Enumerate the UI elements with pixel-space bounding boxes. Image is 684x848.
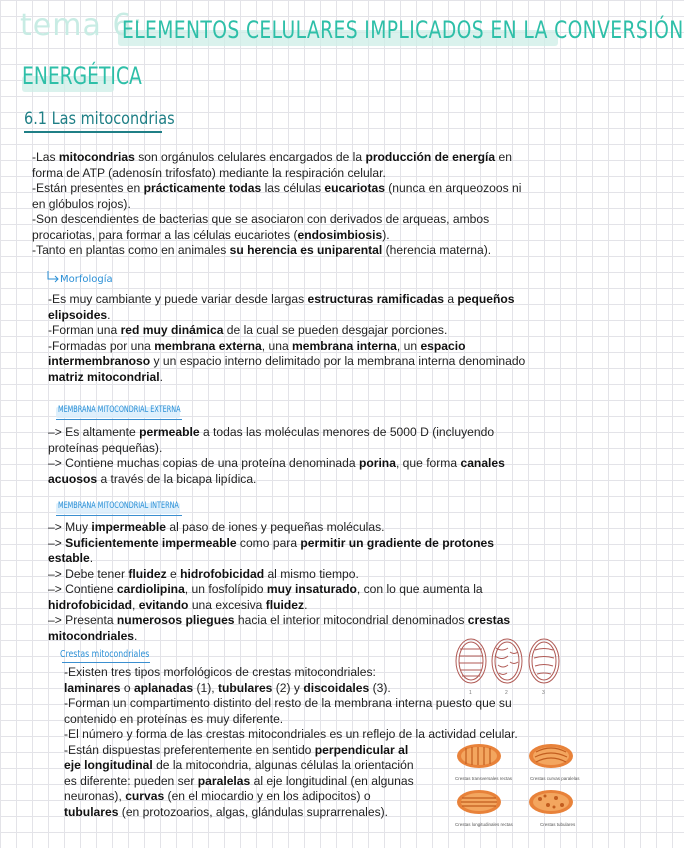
mito-image-curvas	[526, 740, 576, 774]
crestas-underline	[62, 662, 150, 663]
externa-line: acuosos a través de la bicapa lipídica.	[48, 471, 257, 486]
interna-paragraph	[48, 520, 510, 644]
externa-underline	[56, 419, 182, 420]
morfologia-heading: Morfología	[60, 274, 113, 285]
interna-line: hidrofobicidad, evitando una excesiva fluidez.	[48, 597, 308, 612]
crestas-line: -El número y forma de las crestas mitocondriales es un reflejo de la actividad celular.	[64, 727, 518, 741]
crest-types-figure	[452, 636, 564, 698]
crestas-line: neuronas), curvas (en el miocardio y en los adipocitos) o	[64, 789, 371, 803]
page-title-continuation: ENERGÉTICA	[22, 62, 142, 90]
membrana-externa-heading: MEMBRANA MITOCONDRIAL EXTERNA	[58, 405, 181, 415]
morfologia-line: -Formadas por una membrana externa, una membrana interna, un espacio	[48, 338, 466, 353]
interna-line: –> Debe tener fluidez e hidrofobicidad al mismo tiempo.	[48, 566, 359, 581]
crestas-line: -Existen tres tipos morfológicos de crestas mitocondriales:	[64, 665, 376, 679]
interna-line: –> Presenta numerosos pliegues hacia el interior mitocondrial denominados crestas	[48, 613, 511, 627]
crestas-line: tubulares (en protozoarios, algas, glándulas suprarrenales).	[64, 804, 389, 819]
crestas-heading: Crestas mitocondriales	[60, 649, 150, 660]
mito-image-tubular	[526, 786, 576, 820]
crestas-line: -Forman un compartimento distinto del resto de la membrana interna puesto que su	[64, 696, 512, 710]
intro-line: en glóbulos rojos).	[32, 196, 131, 211]
interna-underline	[56, 515, 182, 516]
intro-line: procariotas, para formar a las células eucariotes (endosimbiosis).	[32, 227, 390, 242]
morfologia-line: -Forman una red muy dinámica de la cual se pueden desgajar porciones.	[48, 323, 448, 337]
figure-caption: Crestas transversales rectas	[455, 776, 513, 781]
externa-line: –> Es altamente permeable a todas las moléculas menores de 5000 D (incluyendo	[48, 425, 495, 439]
intro-line: -Las mitocondrias son orgánulos celulares encargados de la producción de energía en	[32, 150, 512, 164]
interna-line: mitocondriales.	[48, 628, 138, 643]
externa-line: –> Contiene muchas copias de una proteína denominada porina, que forma canales	[48, 456, 505, 470]
mito-image-transversal	[454, 740, 504, 774]
morfologia-line: matriz mitocondrial.	[48, 369, 163, 384]
crestas-paragraph	[64, 665, 518, 820]
interna-line: –> Muy impermeable al paso de iones y pequeñas moléculas.	[48, 520, 385, 534]
morfologia-line: intermembranoso y un espacio interno delimitado por la membrana interna denominado	[48, 354, 526, 368]
externa-paragraph	[48, 425, 505, 487]
crestas-line: eje longitudinal de la mitocondria, algunas células la orientación	[64, 758, 414, 772]
crest-number: 2	[505, 690, 508, 696]
intro-paragraph	[32, 150, 521, 259]
intro-line: forma de ATP (adenosín trifosfato) mediante la respiración celular.	[32, 165, 386, 180]
interna-line: –> Suficientemente impermeable como para permitir un gradiente de protones	[48, 535, 494, 550]
crest-number: 3	[542, 690, 545, 696]
externa-line: proteínas pequeñas).	[48, 440, 163, 455]
figure-caption: Crestas tubulares	[540, 822, 576, 827]
mito-image-longitudinal	[454, 786, 504, 820]
figure-caption: Crestas curvas paralelas	[530, 776, 580, 781]
intro-line: -Tanto en plantas como en animales su herencia es uniparental (herencia materna).	[32, 243, 492, 257]
figure-caption: Crestas longitudinales rectas	[455, 822, 513, 827]
morfologia-line: elipsoides.	[48, 307, 111, 322]
interna-line: –> Contiene cardiolipina, un fosfolípido muy insaturado, con lo que aumenta la	[48, 582, 483, 596]
section-underline	[24, 131, 162, 133]
intro-line: -Son descendientes de bacterias que se asociaron con derivados de arqueas, ambos	[32, 212, 490, 226]
morfologia-paragraph	[48, 292, 525, 385]
page-title: ELEMENTOS CELULARES IMPLICADOS EN LA CONVERSIÓN	[122, 16, 684, 44]
crest-number: 1	[469, 690, 472, 696]
crestas-line: contenido en proteínas es muy diferente.	[64, 711, 284, 726]
section-title: 6.1 Las mitocondrias	[24, 109, 175, 129]
crestas-line: es diferente: pueden ser paralelas al eje longitudinal (en algunas	[64, 773, 414, 788]
interna-line: estable.	[48, 551, 94, 565]
topic-label: tema 6:	[20, 8, 144, 43]
intro-line: -Están presentes en prácticamente todas las células eucariotas (nunca en arqueozoos ni	[32, 181, 522, 195]
arrow-icon	[46, 270, 60, 284]
morfologia-line: -Es muy cambiante y puede variar desde largas estructuras ramificadas a pequeños	[48, 292, 515, 306]
crestas-line: -Están dispuestas preferentemente en sentido perpendicular al	[64, 742, 409, 757]
crestas-line: laminares o aplanadas (1), tubulares (2) y discoidales (3).	[64, 680, 391, 695]
membrana-interna-heading: MEMBRANA MITOCONDRIAL INTERNA	[58, 501, 179, 511]
